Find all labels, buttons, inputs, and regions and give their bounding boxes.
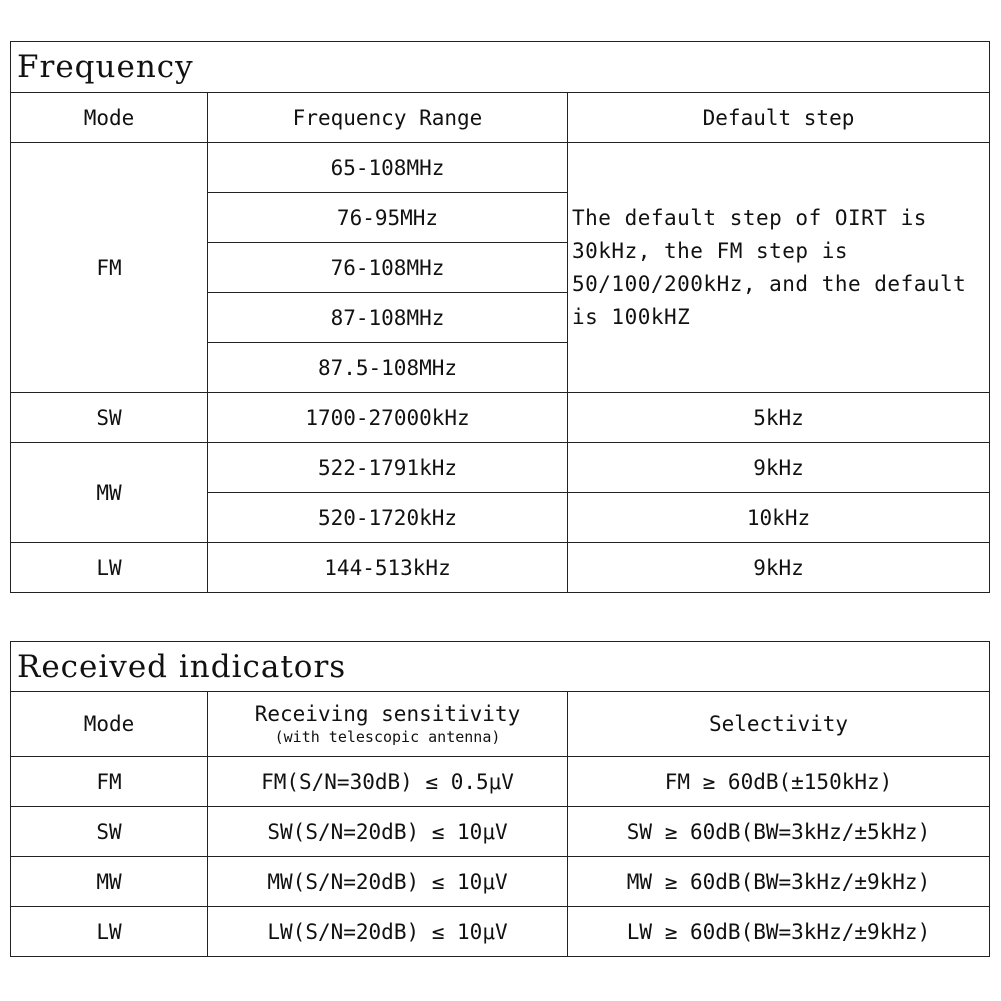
sw-step: 5kHz: [568, 393, 990, 443]
header-default-step: Default step: [568, 93, 990, 143]
row-sensitivity: FM(S/N=30dB) ≤ 0.5μV: [208, 757, 568, 807]
mw-range: 520-1720kHz: [208, 493, 568, 543]
row-selectivity: SW ≥ 60dB(BW=3kHz/±5kHz): [568, 807, 990, 857]
row-mode: MW: [11, 857, 208, 907]
sensitivity-label: Receiving sensitivity: [254, 702, 521, 726]
row-sensitivity: MW(S/N=20dB) ≤ 10μV: [208, 857, 568, 907]
mode-mw: MW: [11, 443, 208, 543]
table-row: [11, 393, 990, 443]
frequency-title: Frequency: [11, 42, 990, 93]
header-frequency-range: Frequency Range: [208, 93, 568, 143]
mode-fm: FM: [11, 143, 208, 393]
row-selectivity: LW ≥ 60dB(BW=3kHz/±9kHz): [568, 907, 990, 957]
mode-sw: SW: [11, 393, 208, 443]
fm-range: 65-108MHz: [208, 143, 568, 193]
table-row: [11, 443, 990, 493]
sw-range: 1700-27000kHz: [208, 393, 568, 443]
mw-step: 10kHz: [568, 493, 990, 543]
lw-range: 144-513kHz: [208, 543, 568, 593]
header-mode: Mode: [11, 93, 208, 143]
mode-lw: LW: [11, 543, 208, 593]
table-row: [11, 757, 990, 807]
row-mode: SW: [11, 807, 208, 857]
received-indicators-table: [10, 641, 990, 957]
table-row: [11, 807, 990, 857]
fm-range: 76-95MHz: [208, 193, 568, 243]
mw-range: 522-1791kHz: [208, 443, 568, 493]
table-row: [11, 543, 990, 593]
fm-range: 87-108MHz: [208, 293, 568, 343]
row-sensitivity: SW(S/N=20dB) ≤ 10μV: [208, 807, 568, 857]
lw-step: 9kHz: [568, 543, 990, 593]
sensitivity-note: (with telescopic antenna): [274, 728, 501, 746]
header-mode: Mode: [11, 692, 208, 757]
row-selectivity: FM ≥ 60dB(±150kHz): [568, 757, 990, 807]
header-selectivity: Selectivity: [568, 692, 990, 757]
fm-range: 76-108MHz: [208, 243, 568, 293]
received-title: Received indicators: [11, 642, 990, 692]
row-sensitivity: LW(S/N=20dB) ≤ 10μV: [208, 907, 568, 957]
table-row: [11, 857, 990, 907]
fm-step-note: The default step of OIRT is 30kHz, the FM step is 50/100/200kHz, and the default is 100kHZ: [568, 143, 990, 393]
table-row: [11, 143, 990, 193]
mw-step: 9kHz: [568, 443, 990, 493]
frequency-table: [10, 41, 990, 593]
row-mode: FM: [11, 757, 208, 807]
fm-range: 87.5-108MHz: [208, 343, 568, 393]
table-row: [11, 907, 990, 957]
row-selectivity: MW ≥ 60dB(BW=3kHz/±9kHz): [568, 857, 990, 907]
header-sensitivity: [208, 692, 568, 757]
row-mode: LW: [11, 907, 208, 957]
